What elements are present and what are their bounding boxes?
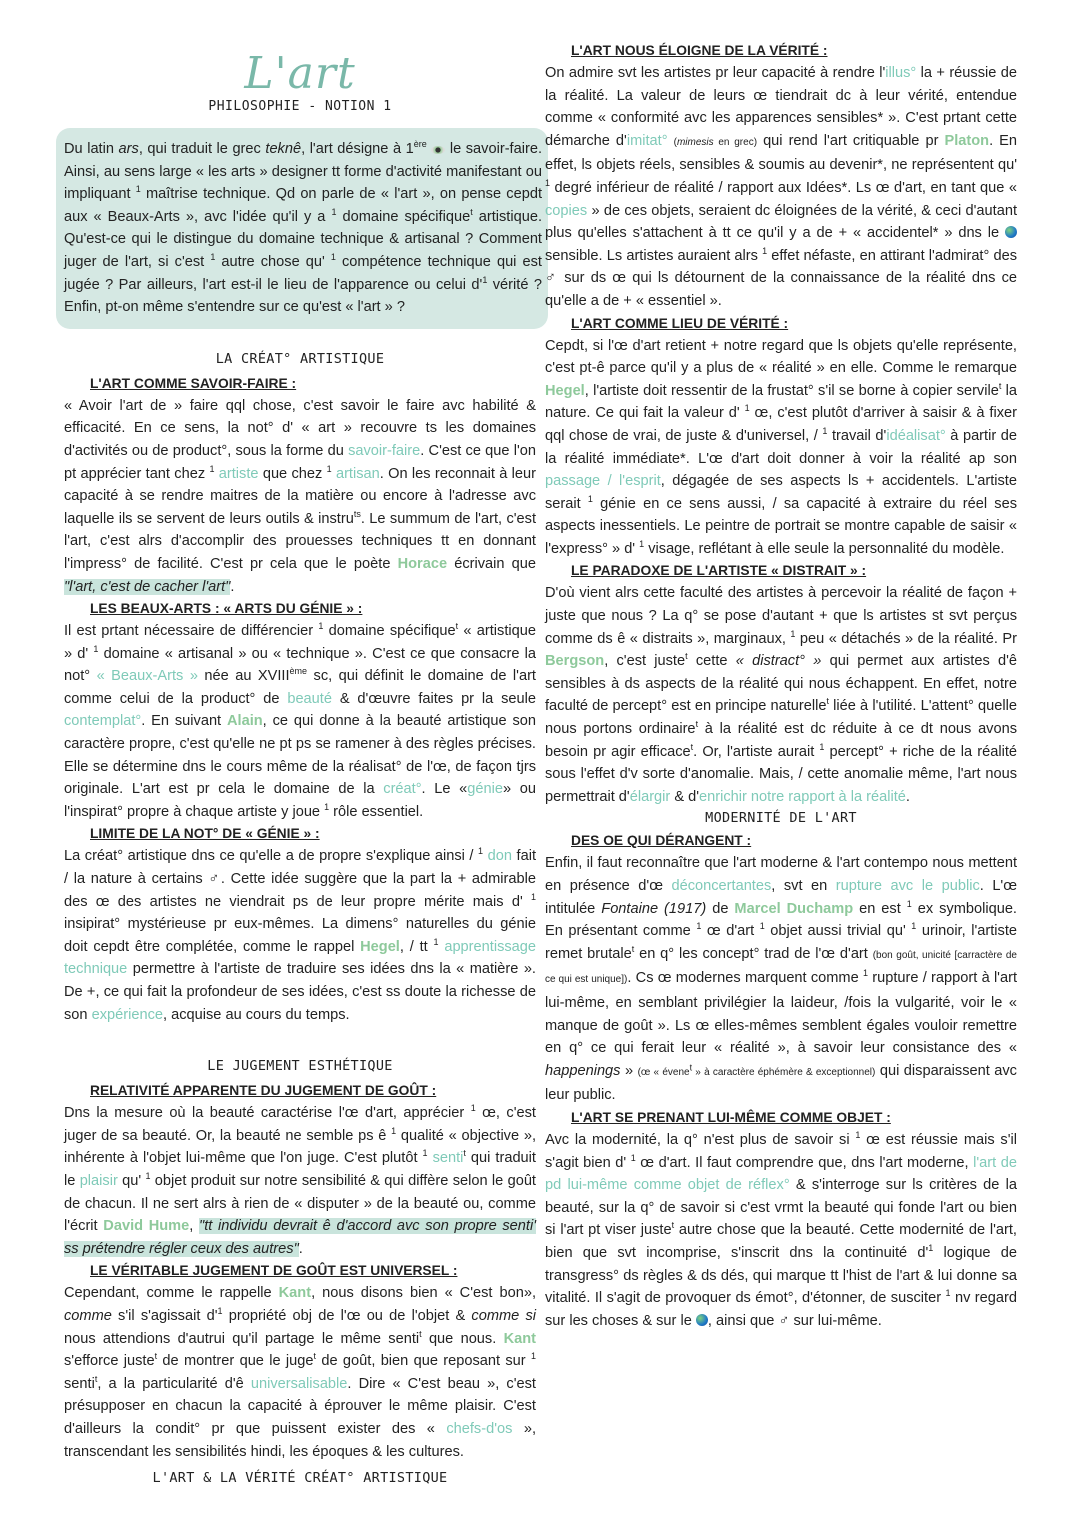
name-bergson: Bergson [545,653,605,670]
eye-icon [431,146,445,154]
heading-savoir-faire: L'ART COMME SAVOIR-FAIRE : [90,375,297,391]
heading-lieu: L'ART COMME LIEU DE VÉRITÉ : [571,315,789,331]
term-reflex: l'art de pd lui-même comme objet de réflex° [545,1154,1017,1194]
term-passage: passage / l'esprit [545,473,661,490]
term-copies: copies [545,202,588,219]
section-footer: L'ART & LA VÉRITÉ CRÉAT° ARTISTIQUE [152,1470,448,1487]
term-artisan: artisan [335,465,380,482]
term-elargir: élargir [629,788,671,805]
heading-objet: L'ART SE PRENANT LUI-MÊME COMME OBJET : [571,1109,891,1125]
left-column: L'art PHILOSOPHIE - NOTION 1 Du latin ars, qui traduit le grec teknê, l'art désigne à 1ère le savoir-faire. Ainsi, au sens large « les arts » designer tt forme d'activité manifestant ou impliquant $^1$ maîtrise technique. Qd on parle de « l'art », on pense cepdt aux « Beaux-Arts », avc l'idée qu'il y a $^1$ domaine spécifique$^t$ artistique. Qu'est-ce qui le distingue du domaine technique & artisanal ? Comment juger de l'art, si c'est $^1$ autre chose qu' $^1$ compétence technique qui est jugée ? Par ailleurs, l'art est-il le lieu de l'apparence ou celui $d'^1$ vérité ? Enfin, pt-on même s'entendre sur ce qu'est « l'art » ? LA CRÉAT° ARTISTIQUE L'ART COMME SAVOIR-FAIRE : « Avoir l'art de » faire qql chose, c'est savoir le faire avc habilité & efficacité. En ce sens, la not° d' « art » recouvre ts les domaines d'activités ou de product°, sous la forme du savoir-faire. C'est ce que l'on pt apprécier tant chez $^1$ artiste que chez $^1$ artisan. On les reconnait à leur capacité à se rendre maitres de la matière ou encore à l'adresse avc laquelle ils se servent de leurs outils & instru$^{ts}$. Le summum de l'art, c'est l'art, c'est alrs d'accomplir des prouesses techniques tt en donnant l'impress° de facilité. C'est pr cela que le poète Horace écrivain que "l'art, c'est de cacher l'art". LES BEAUX-ARTS : « ARTS DU GÉNIE » : Il est prtant nécessaire de différencier $^1$ domaine spécifique$^t$ « artistique » d' $^1$ domaine « artisanal » ou « technique ». C'est ce que consacre la not° « Beaux-Arts » née au XVIIIème sc, qui définit le domaine de l'art comme celui de la product° de beauté & d'œuvre faites pr la seule contemplat°. En suivant Alain, ce qui donne à la beauté artistique son caractère propre, c'est qu'elle ne pt ps se ramener à des règles précises. Elle se détermine dns le cours même de la réalisat° de l'œ, de façon tjrs originale. L'art est pr cela le domaine de la créat°. Le «génie» ou l'inspirat° propre à chaque artiste y joue $^1$ rôle essentiel. LIMITE DE LA NOT° DE « GÉNIE » : La créat° artistique dns ce qu'elle a de propre s'explique ainsi / $^1$ don fait / la nature à certains ♂. Cette idée suggère que la part la + admirable des œ des artistes ne viendrait ps de leur propre mérite mais d' $^1$ insipirat° mystérieuse pr eux-mêmes. La dimens° naturelles du génie doit cepdt être complétée, comme le rappel Hegel, / tt $^1$ apprentissage technique permettre à l'artiste de traduire ses idées dns la « matière ». De +, ce qui fait la profondeur de ses idées, c'est ss doute la richesse de son expérience, acquise au cours du temps. LE JUGEMENT ESTHÉTIQUE RELATIVITÉ APPARENTE DU JUGEMENT DE GOÛT : Dns la mesure où la beauté caractérise l'œ d'art, apprécier $^1$ œ, c'est juger de sa beauté. Or, la beauté ne semble ps ê $^1$ qualité « objective », inhérente à l'objet lui-même que l'on juge. C'est plutôt $^1$ senti$^t$ qui traduit le plaisir qu' $^1$ objet produit sur notre sensibilité & qui diffère selon le goût de chacun. Il ne sert alrs à rien de « disputer » de la beauté ou, comme l'écrit David Hume, "tt individu devrait ê d'accord avc son propre senti' ss prétendre régler ceux des autres". LE VÉRITABLE JUGEMENT DE GOÛT EST UNIVERSEL : Cependant, comme le rappelle Kant, nous disons bien « C'est bon», comme s'il s'agissait $d'^1$ propriété obj de l'œ ou de l'objet & comme si nous attendions d'autrui qu'il partage le même senti$^t$ que nous. Kant s'efforce juste$^t$ de montrer que le juge$^t$ de goût, bien que reposant sur $^1$ senti$^t$, a la particularité d'ê universalisable. Dire « C'est beau », c'est présupposer en chacun la capacité à éprouver le même plaisir. C'est d'ailleurs la condit° pr que puissent exister des « chefs-d'os », transcendant les sensibilités hindi, les époques & les cultures. L'ART & LA VÉRITÉ CRÉAT° ARTISTIQUE [64,0,536,1490]
name-horace: Horace [397,555,448,572]
section-judgement: LE JUGEMENT ESTHÉTIQUE [207,1058,393,1075]
heading-limite: LIMITE DE LA NOT° DE « GÉNIE » : [90,826,320,842]
section-modernity: MODERNITÉ DE L'ART [705,810,857,827]
name-hegel: Hegel [360,938,400,955]
term-deconcertantes: déconcertantes [671,878,772,894]
term-contemplat: contemplat° [64,713,142,730]
heading-paradoxe: LE PARADOXE DE L'ARTISTE « DISTRAIT » : [571,563,867,579]
term-chefs: chefs-d'os [446,1420,513,1437]
quote-horace: "l'art, c'est de cacher l'art" [64,578,231,595]
heading-derangent: DES OE QUI DÉRANGENT : [571,833,752,849]
term-artiste: artiste [218,465,259,482]
term-illus: illus° [885,65,917,81]
heading-eloigne: L'ART NOUS ÉLOIGNE DE LA VÉRITÉ : [571,43,828,58]
term-savoir-faire: savoir-faire [348,442,421,459]
name-platon: Platon [944,132,990,149]
name-alain: Alain [226,713,263,730]
term-imitat: imitat° [626,132,668,149]
heading-relativite: RELATIVITÉ APPARENTE DU JUGEMENT DE GOÛT : [90,1083,437,1099]
intro-box: Du latin ars, qui traduit le grec teknê, l'art désigne à 1ère le savoir-faire. Ainsi, au sens large « les arts » designer tt forme d'activité manifestant ou impliquant $^1$ maîtrise technique. Qd on parle de « l'art », on pense cepdt aux « Beaux-Arts », avc l'idée qu'il y a $^1$ domaine spécifique$^t$ artistique. Qu'est-ce qui le distingue du domaine technique & artisanal ? Comment juger de l'art, si c'est $^1$ autre chose qu' $^1$ compétence technique qui est jugée ? Par ailleurs, l'art est-il le lieu de l'apparence ou celui $d'^1$ vérité ? Enfin, pt-on même s'entendre sur ce qu'est « l'art » ? [56,128,548,329]
term-rupture: rupture avc le public [835,878,980,894]
name-kant: Kant [278,1285,312,1302]
term-experience: expérience [91,1006,163,1023]
term-apprentissage: apprentissage technique [64,938,537,978]
term-idealisat: idéalisat° [886,427,946,444]
name-hume: David Hume [103,1218,190,1235]
term-senti: senti [432,1150,464,1167]
globe-icon [696,1314,708,1326]
quote-hume: "tt individu devrait ê d'accord avc son propre senti' ss prétendre régler ceux des autres" [64,1218,536,1257]
term-don: don [487,848,512,865]
term-universalisable: universalisable [250,1375,348,1392]
term-plaisir: plaisir [79,1172,118,1189]
term-genie: génie [467,781,503,798]
term-enrichir: enrichir notre rapport à la réalité [699,788,906,805]
page-subtitle: PHILOSOPHIE - NOTION 1 [208,99,392,114]
name-duchamp: Marcel Duchamp [734,900,854,917]
term-beaux-arts: « Beaux-Arts » [96,668,198,685]
page-title: L'art [244,48,356,99]
globe-icon [1005,226,1017,238]
heading-universel: LE VÉRITABLE JUGEMENT DE GOÛT EST UNIVERSEL : [90,1263,458,1279]
heading-beaux-arts: LES BEAUX-ARTS : « ARTS DU GÉNIE » : [90,601,363,617]
section-creation: LA CRÉAT° ARTISTIQUE [215,350,385,367]
term-beaute: beauté [287,690,332,707]
right-column: L'ART NOUS ÉLOIGNE DE LA VÉRITÉ : On admire svt les artistes pr leur capacité à rendre l'illus° la + réussie de la réalité. La valeur de leurs œ tiendrait dc à leur vérité, entendue comme « conformité avc les apparences sensibles* ». C'est prtant cette démarche d'imitat° (mimesis en grec) qui rend l'art critiquable pr Platon. En effet, ls objets réels, sensibles & soumis au devenir*, ne représentent qu' $^1$ degré inférieur de réalité / rapport aux Idées*. Ls œ d'art, en tant que « copies » de ces objets, seraient dc éloignées de la vérité, & ceci d'autant plus qu'elles s'attachent à tt ce qu'il y a de + « accidentel* » dns le sensible. Ls artistes auraient alrs $^1$ effet néfaste, en attirant l'admirat° des ♂ sur ds œ qui ls détournent de la connaissance de la réalité dns ce qu'elle a de + « essentiel ». L'ART COMME LIEU DE VÉRITÉ : Cepdt, si l'œ d'art retient + notre regard que ls objets qu'elle représente, c'est pt-ê parce qu'il y a plus de « réalité » en elle. Comme le remarque Hegel, l'artiste doit ressentir de la frustat° s'il se borne à copier servile$^t$ la nature. Ce qui fait la valeur d' $^1$ œ, c'est plutôt d'arriver à saisir & à fixer qql chose de vrai, de juste & d'universel, / $^1$ travail d'idéalisat° à partir de la réalité immédiate*. L'œ d'art doit donner à voir la réalité ap son passage / l'esprit, dégagée de ses aspects ls + accidentels. L'artiste serait $^1$ génie en ce sens aussi, / sa capacité à extraire du réel ses aspects inessentiels. Le peintre de portrait se montre capable de saisir « l'express° » d' $^1$ visage, reflétant à elle seule la personnalité du modèle. LE PARADOXE DE L'ARTISTE « DISTRAIT » : D'où vient alrs cette faculté des artistes à percevoir la réalité de façon + juste que nous ? La q° se pose d'autant + que ls artistes st svt perçus comme ds ê « distraits », marginaux, $^1$ peu « détachés » de la réalité. Pr Bergson, c'est juste$^t$ cette « distract° » qui permet aux artistes d'ê sensibles à ds aspects de la réalité qui nous échappent. En effet, notre faculté de percept° est en principe naturelle$^t$ liée à l'utilité. L'attent° quelle nous portons ordinaire$^t$ à la réalité est dc réduite à ce dt nous avons besoin pr agir efficace$^t$. Or, l'artiste aurait $^1$ percept° + riche de la réalité sous l'effet d'v sorte d'anomalie. Mais, / cette anomalie même, l'art nous permettrait d'élargir & d'enrichir notre rapport à la réalité. MODERNITÉ DE L'ART DES OE QUI DÉRANGENT : Enfin, il faut reconnaître que l'art moderne & l'art contempo nous mettent en présence d'œ déconcertantes, svt en rupture avc le public. L'œ intitulée Fontaine (1917) de Marcel Duchamp en est $^1$ ex symbolique. En présentant comme $^1$ œ d'art $^1$ objet aussi trivial qu' $^1$ urinoir, l'artiste remet brutale$^t$ en q° les concept° trad de l'œ d'art (bon goût, unicité [carractère de ce qui est unique]). Cs œ modernes marquent comme $^1$ rupture / rapport à l'art lui-même, en semblant privilégier la laideur, /fois la vulgarité, voir le « manque de goût ». Ls œ elles-mêmes semblent égales vouloir remettre en q° ce qui ferait leur « réalité », à savoir leur consistance des « happenings » (œ « évenet » à caractère éphémère & exceptionnel) qui disparaissent avc leur public. L'ART SE PRENANT LUI-MÊME COMME OBJET : Avc la modernité, la q° n'est plus de savoir si $^1$ œ est réussie mais s'il s'agit bien d' $^1$ œ d'art. Il faut comprendre que, dns l'art moderne, l'art de pd lui-même comme objet de réflex° & s'interroge sur ls critères de la beauté, sur la q° de savoir si c'est vrmt la beauté qui fonde l'art ou bien si l'art pt viser juste$^t$ autre chose que la beauté. Cette modernité de l'art, bien que svt incomprise, s'inscrit dns la continuité $d'^1$ logique de transgress° ds règles & ds dés, qui marque tt l'hist de l'art & lui donne sa vitalité. Il s'agit de provoquer ds émot°, d'étonner, de susciter $^1$ nv regard sur les choses & sur le , ainsi que ♂ sur lui-même. [545,40,1017,1332]
